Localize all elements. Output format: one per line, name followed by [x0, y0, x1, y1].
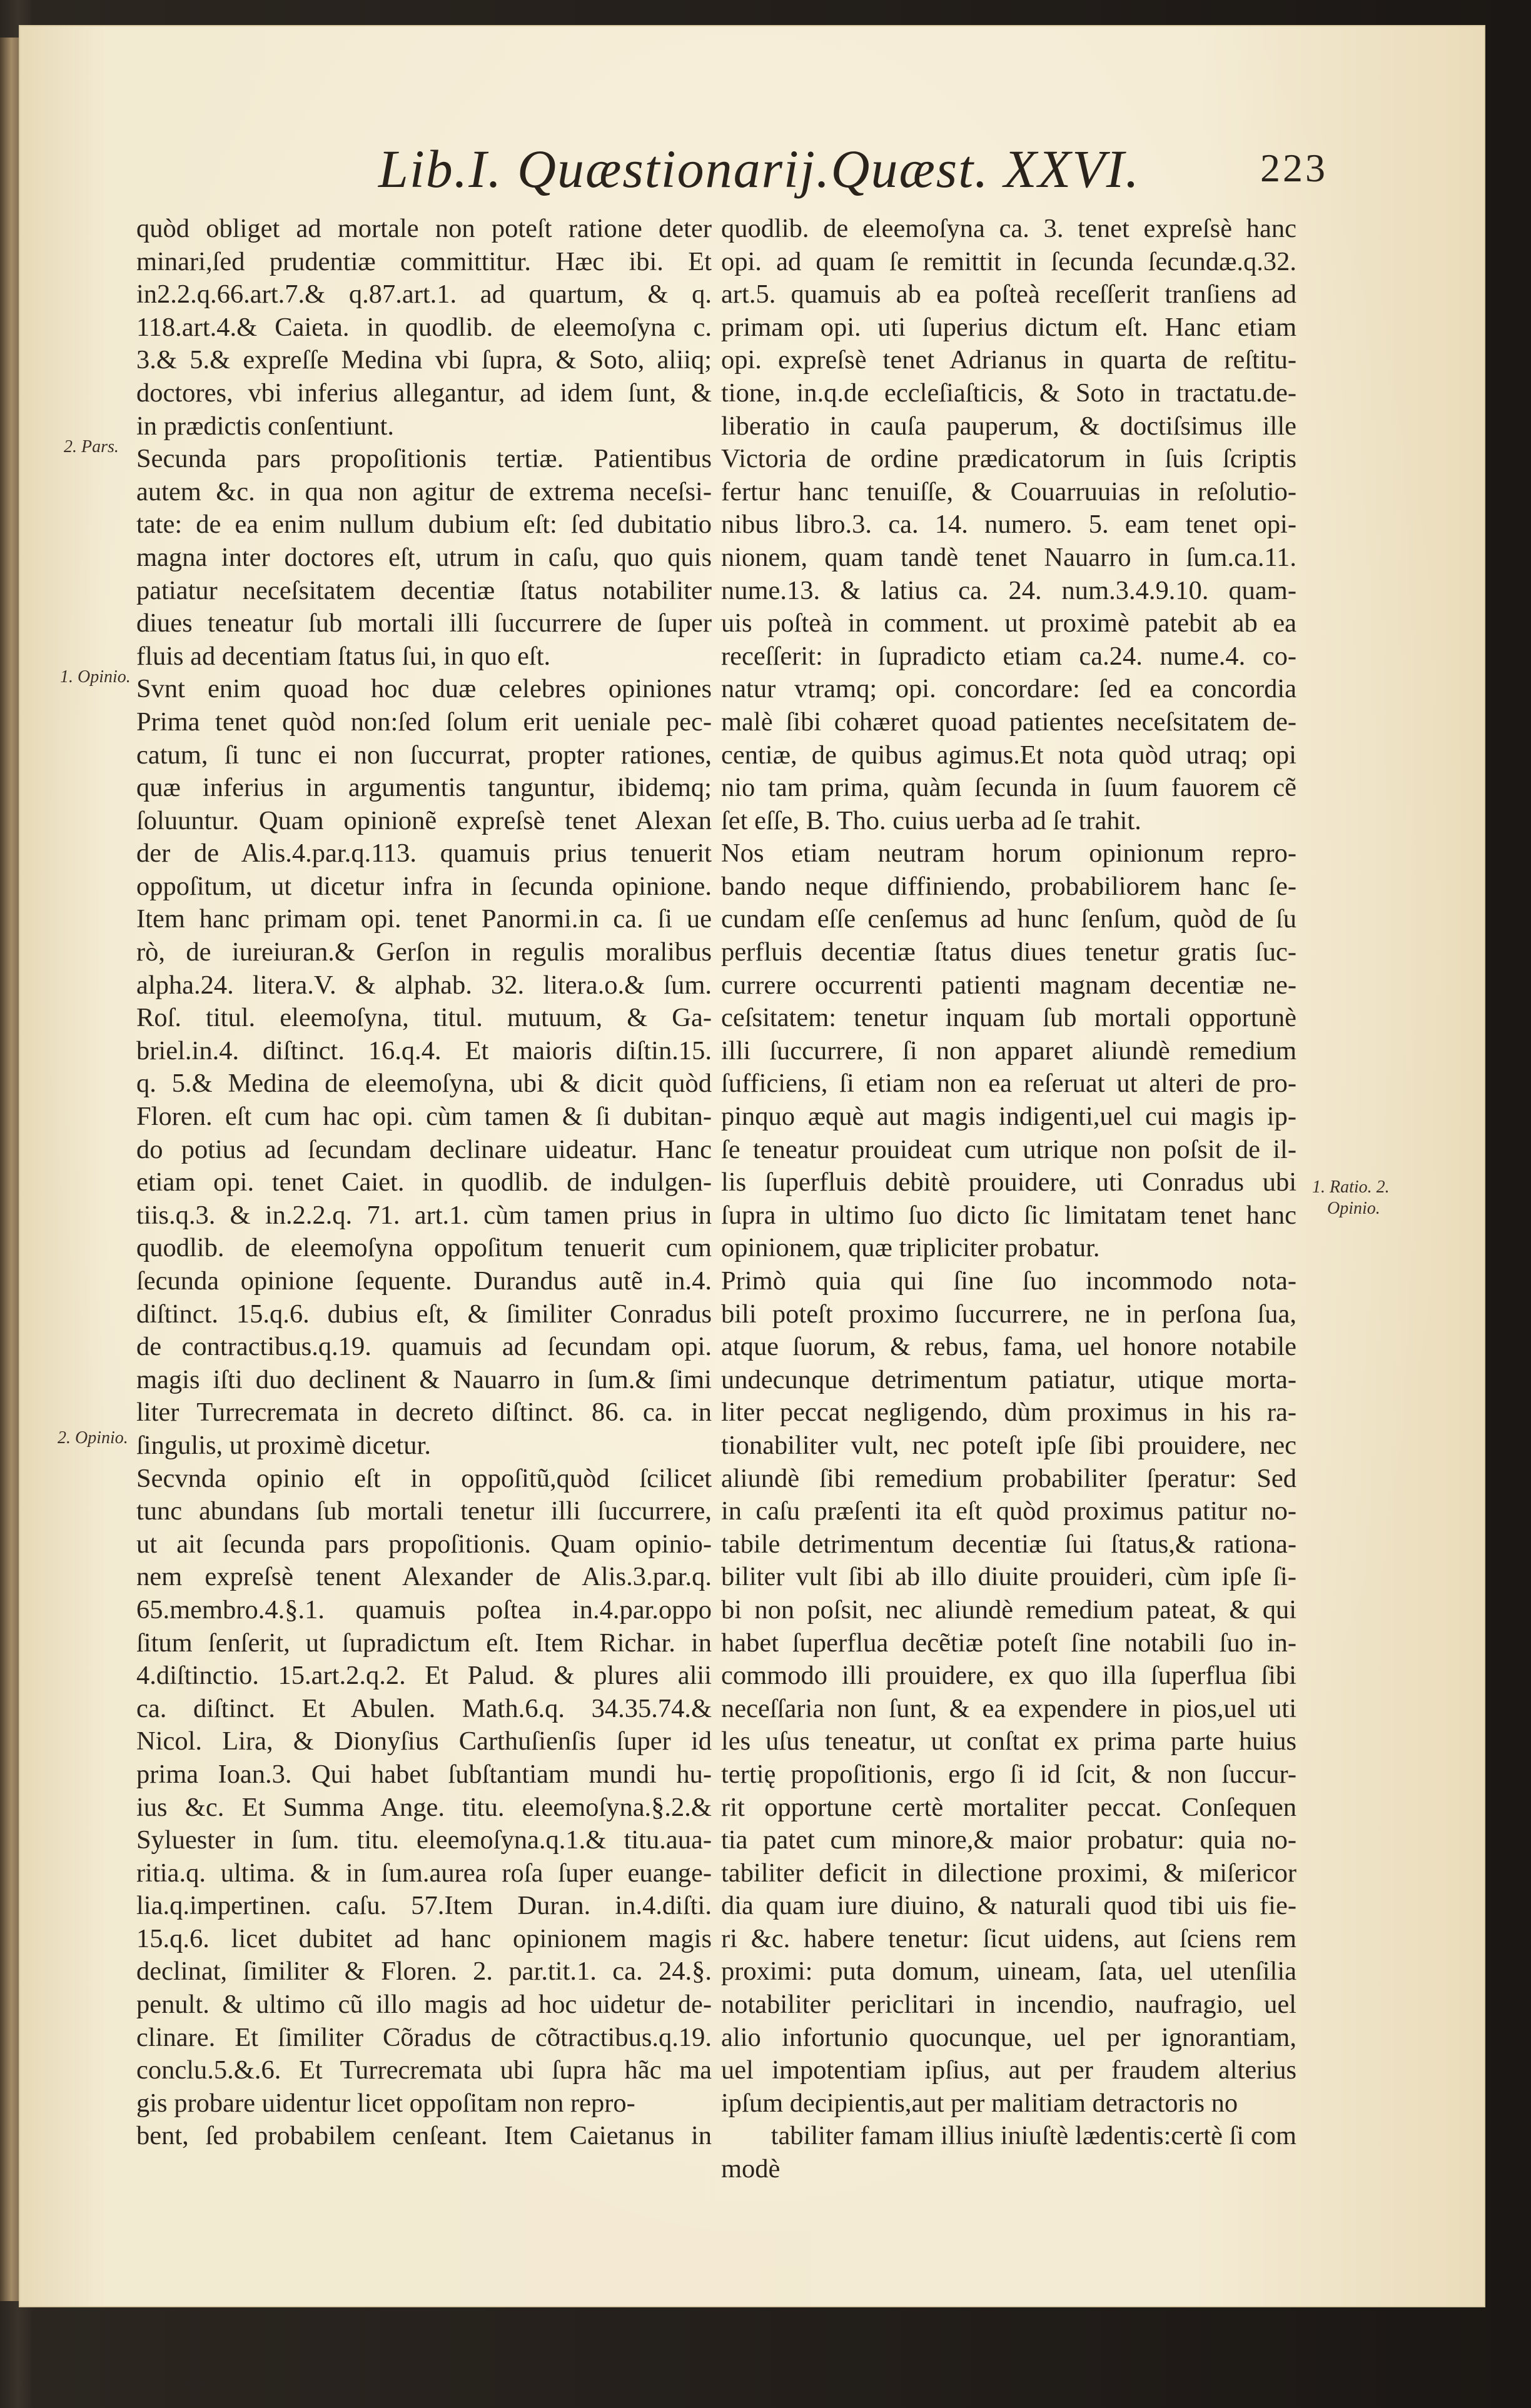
text-line: ſitum ſenſerit, ut ſupradictum eſt. Item Richar. in — [136, 1628, 712, 1658]
text-line: rò, de iureiuran.& Gerſon in regulis moralibus — [136, 937, 712, 967]
text-line: ſingulis, ut proximè dicetur. — [136, 1430, 431, 1460]
text-line: illi ſuccurrere, ſi non apparet aliundè remedium — [721, 1035, 1296, 1065]
text-line: nem expreſsè tenent Alexander de Alis.3.par.q. — [136, 1562, 712, 1592]
text-line: de contractibus.q.19. quamuis ad ſecundam opi. — [136, 1332, 712, 1362]
text-line: patiatur neceſsitatem decentiæ ſtatus notabiliter — [136, 575, 712, 605]
text-line: quodlib. de eleemoſyna ca. 3. tenet expreſsè hanc — [721, 214, 1296, 243]
text-line: tionabiliter vult, nec poteſt ipſe ſibi prouidere, nec — [721, 1430, 1296, 1460]
text-line: tunc abundans ſub mortali tenetur illi ſuccurrere, — [136, 1496, 712, 1526]
text-line: ſoluuntur. Quam opinionẽ expreſsè tenet Alexan — [136, 805, 712, 835]
text-line: catum, ſi tunc ei non ſuccurrat, propter rationes, — [136, 740, 712, 770]
text-line: ipſum decipientis,aut per malitiam detractoris no — [721, 2088, 1238, 2118]
text-line: fluis ad decentiam ſtatus ſui, in quo eſt. — [136, 641, 551, 671]
text-line: tia patet cum minore,& maior probatur: quia no- — [721, 1825, 1296, 1855]
text-line: Syluester in ſum. titu. eleemoſyna.q.1.& titu.aua- — [136, 1825, 712, 1855]
text-line: tertię propoſitionis, ergo ſi id ſcit, & non ſuccur- — [721, 1759, 1296, 1789]
margin-note-line: 1. Opinio. — [60, 667, 131, 687]
book-page — [19, 25, 1485, 2307]
text-line: 3.& 5.& expreſſe Medina vbi ſupra, & Soto, aliiq; — [136, 345, 712, 375]
text-line: in caſu præſenti ita eſt quòd proximus patitur no- — [721, 1496, 1296, 1526]
text-line: opi. ad quam ſe remittit in ſecunda ſecundæ.q.32. — [721, 246, 1296, 276]
margin-note-line: Opinio. — [1327, 1199, 1380, 1218]
text-line: ſupra in ultimo ſuo dicto ſic limitatam tenet hanc — [721, 1200, 1296, 1230]
text-line: modè — [721, 2154, 781, 2184]
margin-note-opinio-1 — [60, 667, 131, 688]
text-line: clinare. Et ſimiliter Cõradus de cõtractibus.q.19. — [136, 2022, 712, 2052]
text-line: ſe teneatur prouideat cum utrique non poſsit de il- — [721, 1134, 1296, 1164]
text-line: doctores, vbi inferius allegantur, ad idem ſunt, & — [136, 378, 712, 408]
text-line: ceſsitatem: tenetur inquam ſub mortali opportunè — [721, 1003, 1296, 1033]
text-line: magna inter doctores eſt, utrum in caſu, quo quis — [136, 542, 712, 572]
text-line: aliundè ſibi remedium probabiliter ſperatur: Sed — [721, 1463, 1296, 1493]
text-line: ſufficiens, ſi etiam non ea reſeruat ut alteri de pro- — [721, 1069, 1296, 1099]
text-line: uis poſteà in comment. ut proximè patebit ab ea — [721, 608, 1296, 638]
text-line: commodo illi prouidere, ex quo illa ſuperflua ſibi — [721, 1661, 1296, 1691]
text-line: in prædictis conſentiunt. — [136, 411, 394, 441]
text-line: ſecunda opinione ſequente. Durandus autẽ in.4. — [136, 1266, 712, 1296]
text-line: natur vtramq; opi. concordare: ſed ea concordia — [721, 674, 1296, 704]
text-line: bi non poſsit, nec aliundè remedium pateat, & qui — [721, 1594, 1296, 1625]
text-line: liter peccat negligendo, dùm proximus in his ra- — [721, 1398, 1296, 1428]
text-line: 4.diſtinctio. 15.art.2.q.2. Et Palud. & plures alii — [136, 1661, 712, 1691]
text-line: bando neque diffiniendo, probabiliorem hanc ſe- — [721, 871, 1296, 901]
text-line: nionem, quam tandè tenet Nauarro in ſum.ca.11. — [721, 542, 1296, 572]
text-line: Svnt enim quoad hoc duæ celebres opiniones — [136, 674, 712, 704]
text-line: gis probare uidentur licet oppoſitam non repro- — [136, 2088, 635, 2118]
page-number: 223 — [1260, 146, 1328, 190]
margin-note-ratio-opinio — [1312, 1177, 1390, 1219]
text-line: quòd obliget ad mortale non poteſt ratione deter — [136, 214, 712, 243]
text-line: autem &c. in qua non agitur de extrema neceſsi- — [136, 476, 712, 506]
text-line: prima Ioan.3. Qui habet ſubſtantiam mundi hu- — [136, 1759, 712, 1789]
text-line: nio tam prima, quàm ſecunda in ſuum fauorem cẽ — [721, 773, 1296, 803]
margin-note-line: 2. Pars. — [64, 437, 119, 456]
text-line: perfluis decentiæ ſtatus diues tenetur gratis ſuc- — [721, 937, 1296, 967]
text-line: fertur hanc tenuiſſe, & Couarruuias in reſolutio- — [721, 476, 1296, 506]
right-text-column — [721, 213, 1296, 2186]
text-line: notabiliter periclitari in incendio, naufragio, uel — [721, 1990, 1296, 2020]
running-header — [378, 113, 1328, 206]
text-line: rit opportune certè mortaliter peccat. Conſequen — [721, 1792, 1296, 1822]
text-line: ca. diſtinct. Et Abulen. Math.6.q. 34.35.74.& — [136, 1693, 712, 1723]
text-line: les uſus teneatur, ut conſtat ex prima parte huius — [721, 1726, 1296, 1756]
text-line: ſet eſſe, B. Tho. cuius uerba ad ſe trahit. — [721, 805, 1141, 835]
text-line: penult. & ultimo cũ illo magis ad hoc uidetur de- — [136, 1990, 712, 2020]
text-line: Nos etiam neutram horum opinionum repro- — [721, 839, 1296, 869]
text-line: currere occurrenti patienti magnam decentiæ ne- — [721, 970, 1296, 1000]
text-line: minari,ſed prudentiæ committitur. Hæc ibi. Et — [136, 246, 712, 276]
text-line: Floren. eſt cum hac opi. cùm tamen & ſi dubitan- — [136, 1102, 712, 1132]
text-line: 65.membro.4.§.1. quamuis poſtea in.4.par.oppo — [136, 1594, 712, 1625]
text-line: dia quam iure diuino, & naturali quod tibi uis fie- — [721, 1891, 1296, 1921]
text-line: liberatio in cauſa pauperum, & doctiſsimus ille — [721, 411, 1296, 441]
text-line: pinquo æquè aut magis indigenti,uel cui magis ip- — [721, 1102, 1296, 1132]
text-line: tabiliter famam illius iniuſtè lædentis:certè ſi com — [771, 2121, 1296, 2151]
text-line: Roſ. titul. eleemoſyna, titul. mutuum, & Ga- — [136, 1003, 712, 1033]
text-line: briel.in.4. diſtinct. 16.q.4. Et maioris diſtin.15. — [136, 1035, 712, 1065]
text-line: centiæ, de quibus agimus.Et nota quòd utraq; opi — [721, 740, 1296, 770]
text-line: ut ait ſecunda pars propoſitionis. Quam opinio- — [136, 1529, 712, 1559]
text-line: Prima tenet quòd non:ſed ſolum erit ueniale pec- — [136, 707, 712, 737]
text-line: quæ inferius in argumentis tanguntur, ibidemq; — [136, 773, 712, 803]
margin-note-line: 2. Opinio. — [58, 1428, 128, 1448]
margin-note-pars-2 — [64, 436, 119, 458]
text-line: atque ſuorum, & rebus, fama, uel honore notabile — [721, 1332, 1296, 1362]
text-line: alio infortunio quocunque, uel per ignorantiam, — [721, 2022, 1296, 2052]
text-line: quodlib. de eleemoſyna oppoſitum tenuerit cum — [136, 1233, 712, 1263]
text-line: Nicol. Lira, & Dionyſius Carthuſienſis ſuper id — [136, 1726, 712, 1756]
text-line: tate: de ea enim nullum dubium eſt: ſed dubitatio — [136, 510, 712, 540]
text-line: proximi: puta domum, uineam, ſata, uel utenſilia — [721, 1957, 1296, 1987]
text-line: art.5. quamuis ab ea poſteà receſſerit tranſiens ad — [721, 280, 1296, 310]
text-line: tiis.q.3. & in.2.2.q. 71. art.1. cùm tamen prius in — [136, 1200, 712, 1230]
text-line: conclu.5.&.6. Et Turrecremata ubi ſupra hãc ma — [136, 2055, 712, 2085]
text-line: habet ſuperflua decẽtiæ poteſt ſine notabili ſuo in- — [721, 1628, 1296, 1658]
margin-note-opinio-2 — [58, 1428, 128, 1449]
text-line: etiam opi. tenet Caiet. in quodlib. de indulgen- — [136, 1167, 712, 1197]
text-line: oppoſitum, ut dicetur infra in ſecunda opinione. — [136, 871, 712, 901]
text-line: Secunda pars propoſitionis tertiæ. Patientibus — [136, 444, 712, 474]
text-line: biliter vult ſibi ab illo diuite prouideri, cùm ipſe ſi- — [721, 1562, 1296, 1592]
text-line: Secvnda opinio eſt in oppoſitũ,quòd ſcilicet — [136, 1463, 712, 1493]
text-line: 15.q.6. licet dubitet ad hanc opinionem magis — [136, 1923, 712, 1953]
text-line: magis iſti duo declinent & Nauarro in ſum.& ſimi — [136, 1364, 712, 1394]
text-line: ri &c. habere tenetur: ſicut uidens, aut ſciens rem — [721, 1923, 1296, 1953]
text-line: lis ſuperfluis debitè prouidere, uti Conradus ubi — [721, 1167, 1296, 1197]
text-line: alpha.24. litera.V. & alphab. 32. litera.o.& ſum. — [136, 970, 712, 1000]
text-line: undecunque detrimentum patiatur, utique morta- — [721, 1364, 1296, 1394]
text-line: ritia.q. ultima. & in ſum.aurea roſa ſuper euange- — [136, 1858, 712, 1888]
running-title: Lib.I. Quæstionarij.Quæst. XXVI. — [378, 139, 1140, 199]
text-line: do potius ad ſecundam declinare uideatur. Hanc — [136, 1134, 712, 1164]
text-line: Victoria de ordine prædicatorum in ſuis ſcriptis — [721, 444, 1296, 474]
text-line: declinat, ſimiliter & Floren. 2. par.tit.1. ca. 24.§. — [136, 1957, 712, 1987]
text-line: diues teneatur ſub mortali illi ſuccurrere de ſuper — [136, 608, 712, 638]
text-line: tione, in.q.de eccleſiaſticis, & Soto in tractatu.de- — [721, 378, 1296, 408]
text-line: tabiliter deficit in dilectione proximi, & miſericor — [721, 1858, 1296, 1888]
text-line: ius &c. Et Summa Ange. titu. eleemoſyna.§.2.& — [136, 1792, 712, 1822]
text-line: q. 5.& Medina de eleemoſyna, ubi & dicit quòd — [136, 1069, 712, 1099]
text-line: opinionem, quæ tripliciter probatur. — [721, 1233, 1100, 1263]
text-line: diſtinct. 15.q.6. dubius eſt, & ſimiliter Conradus — [136, 1299, 712, 1329]
text-line: malè ſibi cohæret quoad patientes neceſsitatem de- — [721, 707, 1296, 737]
text-line: receſſerit: in ſupradicto etiam ca.24. nume.4. co- — [721, 641, 1296, 671]
text-line: liter Turrecremata in decreto diſtinct. 86. ca. in — [136, 1398, 712, 1428]
text-line: cundam eſſe cenſemus ad hunc ſenſum, quòd de ſu — [721, 904, 1296, 934]
text-line: Item hanc primam opi. tenet Panormi.in ca. ſi ue — [136, 904, 712, 934]
text-line: neceſſaria non ſunt, & ea expendere in pios,uel uti — [721, 1693, 1296, 1723]
text-line: bili poteſt proximo ſuccurrere, ne in perſona ſua, — [721, 1299, 1296, 1329]
text-line: nibus libro.3. ca. 14. numero. 5. eam tenet opi- — [721, 510, 1296, 540]
text-line: tabile detrimentum decentiæ ſui ſtatus,& rationa- — [721, 1529, 1296, 1559]
text-line: nume.13. & latius ca. 24. num.3.4.9.10. quam- — [721, 575, 1296, 605]
text-line: in2.2.q.66.art.7.& q.87.art.1. ad quartum, & q. — [136, 280, 712, 310]
text-line: 118.art.4.& Caieta. in quodlib. de eleemoſyna c. — [136, 312, 712, 342]
text-line: uel impotentiam ipſius, aut per fraudem alterius — [721, 2055, 1296, 2085]
text-line: opi. expreſsè tenet Adrianus in quarta de reſtitu- — [721, 345, 1296, 375]
margin-note-line: 1. Ratio. 2. — [1312, 1177, 1390, 1197]
text-line: bent, ſed probabilem cenſeant. Item Caietanus in — [136, 2121, 712, 2151]
text-line: lia.q.impertinen. caſu. 57.Item Duran. in.4.diſti. — [136, 1891, 712, 1921]
text-line: der de Alis.4.par.q.113. quamuis prius tenuerit — [136, 839, 712, 869]
text-line: primam opi. uti ſuperius dictum eſt. Hanc etiam — [721, 312, 1296, 342]
text-line: Primò quia qui ſine ſuo incommodo nota- — [721, 1266, 1296, 1296]
left-text-column — [136, 213, 712, 2153]
